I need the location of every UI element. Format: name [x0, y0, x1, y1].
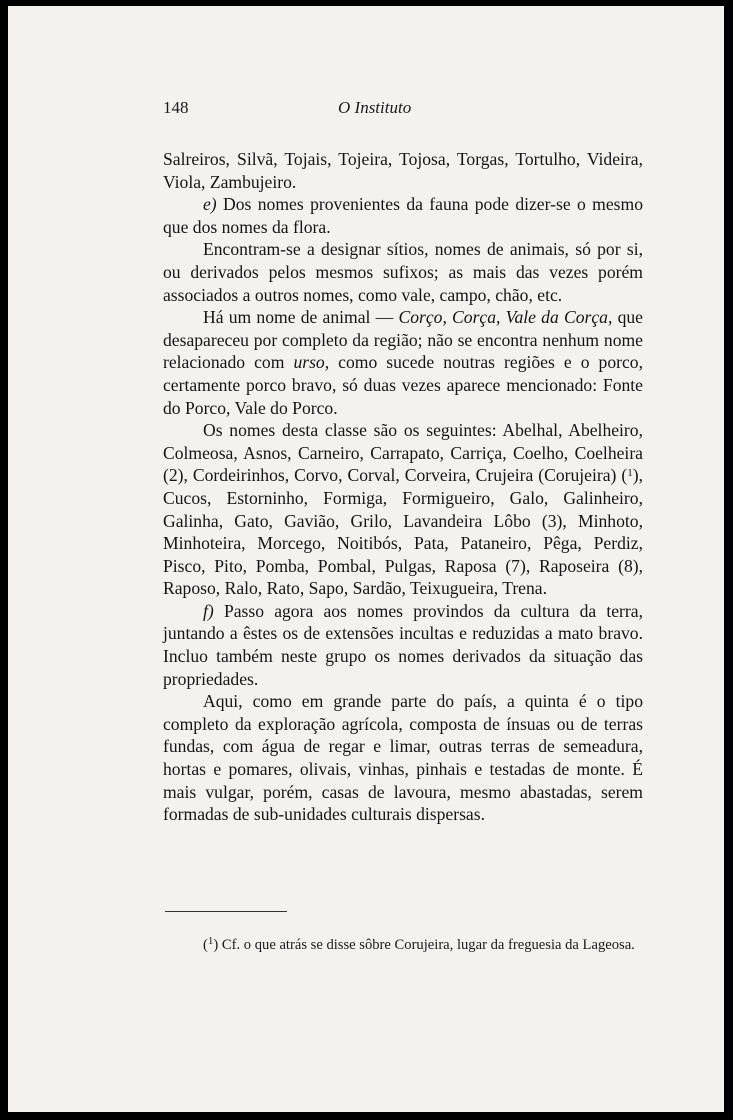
p5-text-b: ), Cucos, Estorninho, Formiga, Formigueiro, Galo, Galinheiro, Galinha, Gato, Gavião, Grilo, Lavandeira Lôbo (3), Minhoto, Minhoteira, Morcego, Noitibós, Pata, Pataneiro, Pêga, Perdiz, Pisco, Pito, Pomba, Pombal, Pulgas, Raposa (7), Raposeira (8), Raposo, Ralo, Rato, Sapo, Sardão, Teixugueira, Trena.	[163, 465, 643, 599]
p4-text-c: como sucede noutras regiões e o porco, certamente porco bravo, só duas vezes aparece mencionado: Fonte do Porco, Vale do Porco.	[163, 352, 644, 418]
paragraph-fauna-text: Dos nomes provenientes da fauna pode dizer-se o mesmo que dos nomes da flora.	[163, 194, 643, 237]
running-title: O Instituto	[338, 98, 412, 117]
section-marker-f: f)	[203, 600, 214, 621]
footnote-marker: 1	[207, 935, 214, 947]
paragraph-culture-text: Passo agora aos nomes provindos da cultura da terra, juntando a êstes os de extensões incultas e reduzidas a mato bravo. Incluo também neste grupo os nomes derivados da situação das propriedades.	[163, 600, 643, 689]
paragraph-3: Encontram-se a designar sítios, nomes de animais, só por si, ou derivados pelos mesmos sufixos; as mais das vezes porém associados a outros nomes, como vale, campo, chão, etc.	[163, 239, 643, 305]
paragraph-5	[163, 419, 643, 600]
page-header	[163, 98, 643, 126]
paragraph-1: Salreiros, Silvã, Tojais, Tojeira, Tojosa, Torgas, Tortulho, Videira, Viola, Zambujeiro.	[163, 149, 643, 192]
paragraph-4	[163, 306, 643, 419]
footnote-reference: 1	[627, 467, 633, 480]
page-number: 148	[163, 98, 189, 117]
paragraph-fauna	[163, 193, 643, 238]
paragraph-culture	[163, 600, 643, 690]
p4-italic-urso: urso,	[293, 352, 330, 373]
paragraph-7: Aqui, como em grande parte do país, a quinta é o tipo completo da exploração agrícola, composta de ínsuas ou de terras fundas, com água de regar e limar, outras terras de semeadura, hortas e pomares, olivais, vinhas, pinhais e testadas de monte. É mais vulgar, porém, casas de lavoura, mesmo abastadas, serem formadas de sub-unidades culturais dispersas.	[163, 691, 643, 825]
section-marker-e: e)	[203, 194, 217, 215]
p5-text-a: Os nomes desta classe são os seguintes: Abelhal, Abelheiro, Colmeosa, Asnos, Carneiro, Carrapato, Carriça, Coelho, Coelheira (2), Cordeirinhos, Corvo, Corval, Corveira, Crujeira (Corujeira) (	[163, 420, 643, 486]
footnote: ($^1$) Cf. o que atrás se disse sôbre Corujeira, lugar da freguesia da Lageosa.	[203, 935, 635, 953]
body-text	[163, 148, 643, 826]
footnote-rule	[165, 911, 287, 912]
p4-text-b: que desapareceu por completo da região; não se encontra nenhum nome relacionado com	[163, 307, 643, 373]
footnote-text: Cf. o que atrás se disse sôbre Corujeira, lugar da freguesia da Lageosa.	[221, 937, 635, 953]
p4-text-a: Há um nome de animal —	[203, 307, 399, 328]
p4-italic-names: Corço, Corça, Vale da Corça,	[398, 307, 613, 328]
